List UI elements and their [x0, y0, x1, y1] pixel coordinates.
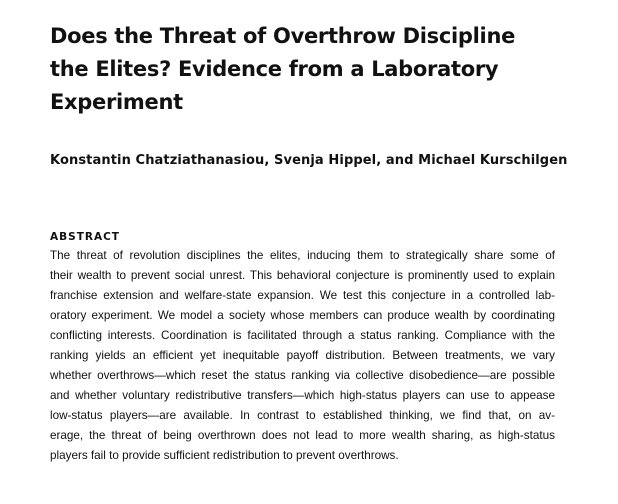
abstract-line: and whether voluntary redistributive transfers—which high-status players can use to appease: [50, 389, 555, 402]
title-line: the Elites? Evidence from a Laboratory: [50, 57, 499, 81]
abstract-line: low-status players—are available. In contrast to established thinking, we find that, on av-: [50, 409, 555, 422]
author-list: Konstantin Chatziathanasiou, Svenja Hippel, and Michael Kurschilgen: [50, 153, 568, 168]
abstract-line: oratory experiment. We model a society whose members can produce wealth by coordinating: [50, 309, 555, 322]
article-first-page: [50, 20, 568, 466]
abstract-line: players fail to provide sufficient redistribution to prevent overthrows.: [50, 449, 399, 462]
abstract-line: whether overthrows—which reset the status ranking via collective disobedience—are possible: [50, 369, 555, 382]
title-line: Does the Threat of Overthrow Discipline: [50, 24, 516, 48]
abstract-body: [50, 246, 555, 466]
abstract-heading: ABSTRACT: [50, 231, 120, 243]
abstract-line: erage, the threat of being overthrown does not lead to more wealth sharing, as high-status: [50, 429, 555, 442]
abstract-line: conflicting interests. Coordination is facilitated through a status ranking. Compliance with the: [50, 329, 555, 342]
title-line: Experiment: [50, 90, 183, 114]
abstract-line: franchise extension and welfare-state expansion. We test this conjecture in a controlled lab-: [50, 289, 555, 302]
article-title: [50, 20, 555, 119]
abstract-line: The threat of revolution disciplines the elites, inducing them to strategically share some of: [50, 249, 555, 262]
abstract-line: ranking yields an efficient yet inequitable payoff distribution. Between treatments, we vary: [50, 349, 555, 362]
abstract-line: their wealth to prevent social unrest. This behavioral conjecture is prominently used to explain: [50, 269, 555, 282]
